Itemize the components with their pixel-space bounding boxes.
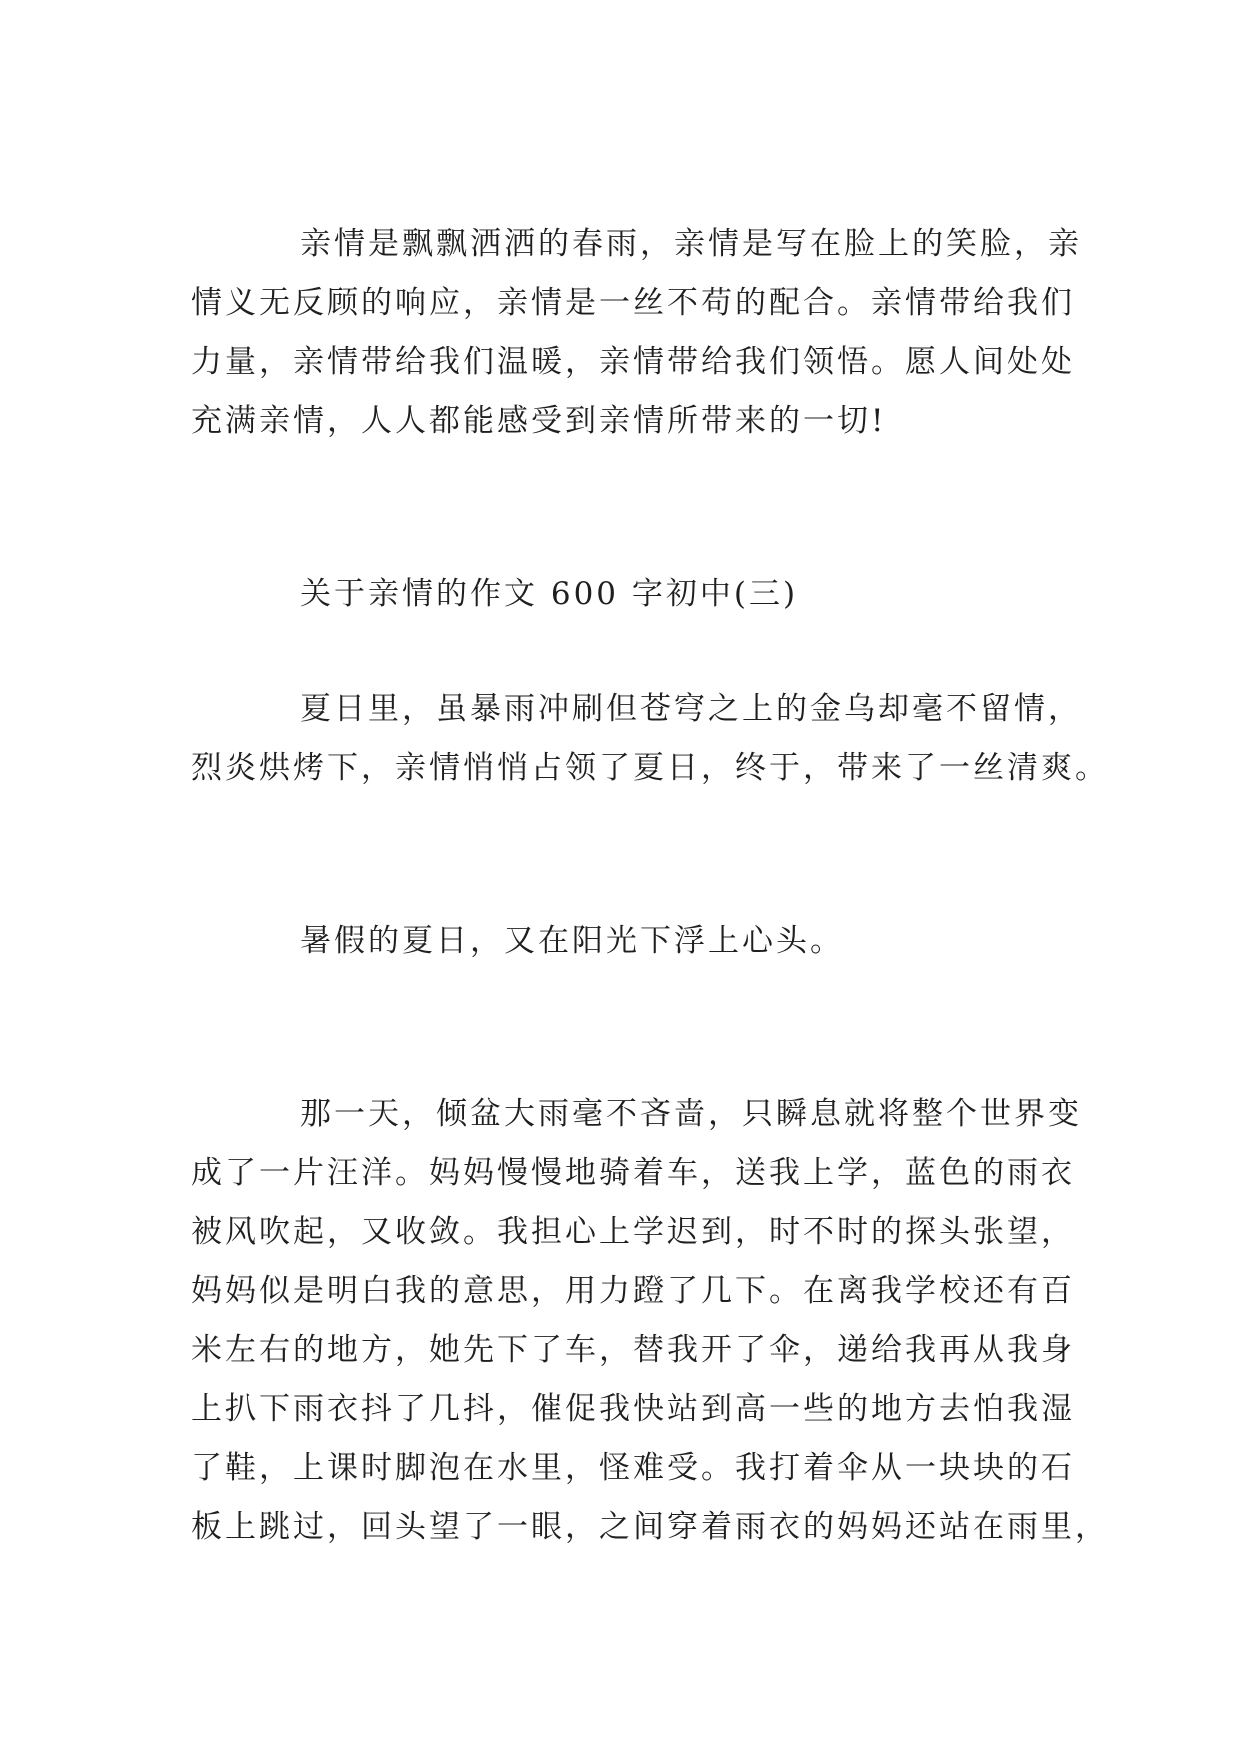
paragraph-line: 板上跳过，回头望了一眼，之间穿着雨衣的妈妈还站在雨里， (191, 1509, 1109, 1545)
paragraph-line: 力量，亲情带给我们温暖，亲情带给我们领悟。愿人间处处 (191, 344, 1075, 380)
paragraph-line: 成了一片汪洋。妈妈慢慢地骑着车，送我上学，蓝色的雨衣 (191, 1155, 1075, 1191)
paragraph-line: 烈炎烘烤下，亲情悄悄占领了夏日，终于，带来了一丝清爽。 (191, 750, 1109, 786)
paragraph-line: 被风吹起，又收敛。我担心上学迟到，时不时的探头张望， (191, 1214, 1075, 1250)
section-heading: 关于亲情的作文 600 字初中(三) (300, 576, 799, 612)
paragraph-line: 妈妈似是明白我的意思，用力蹬了几下。在离我学校还有百 (191, 1273, 1075, 1309)
paragraph-line: 夏日里，虽暴雨冲刷但苍穹之上的金乌却毫不留情， (300, 691, 1082, 727)
paragraph-line: 米左右的地方，她先下了车，替我开了伞，递给我再从我身 (191, 1332, 1075, 1368)
paragraph-line: 了鞋，上课时脚泡在水里，怪难受。我打着伞从一块块的石 (191, 1450, 1075, 1486)
paragraph-line: 情义无反顾的响应，亲情是一丝不苟的配合。亲情带给我们 (191, 285, 1075, 321)
paragraph-line: 上扒下雨衣抖了几抖，催促我快站到高一些的地方去怕我湿 (191, 1391, 1075, 1427)
paragraph-line: 充满亲情，人人都能感受到亲情所带来的一切! (191, 403, 887, 439)
paragraph-line: 暑假的夏日，又在阳光下浮上心头。 (300, 923, 844, 959)
paragraph-line: 那一天，倾盆大雨毫不吝啬，只瞬息就将整个世界变 (300, 1096, 1082, 1132)
paragraph-line: 亲情是飘飘洒洒的春雨，亲情是写在脸上的笑脸，亲 (300, 226, 1082, 262)
